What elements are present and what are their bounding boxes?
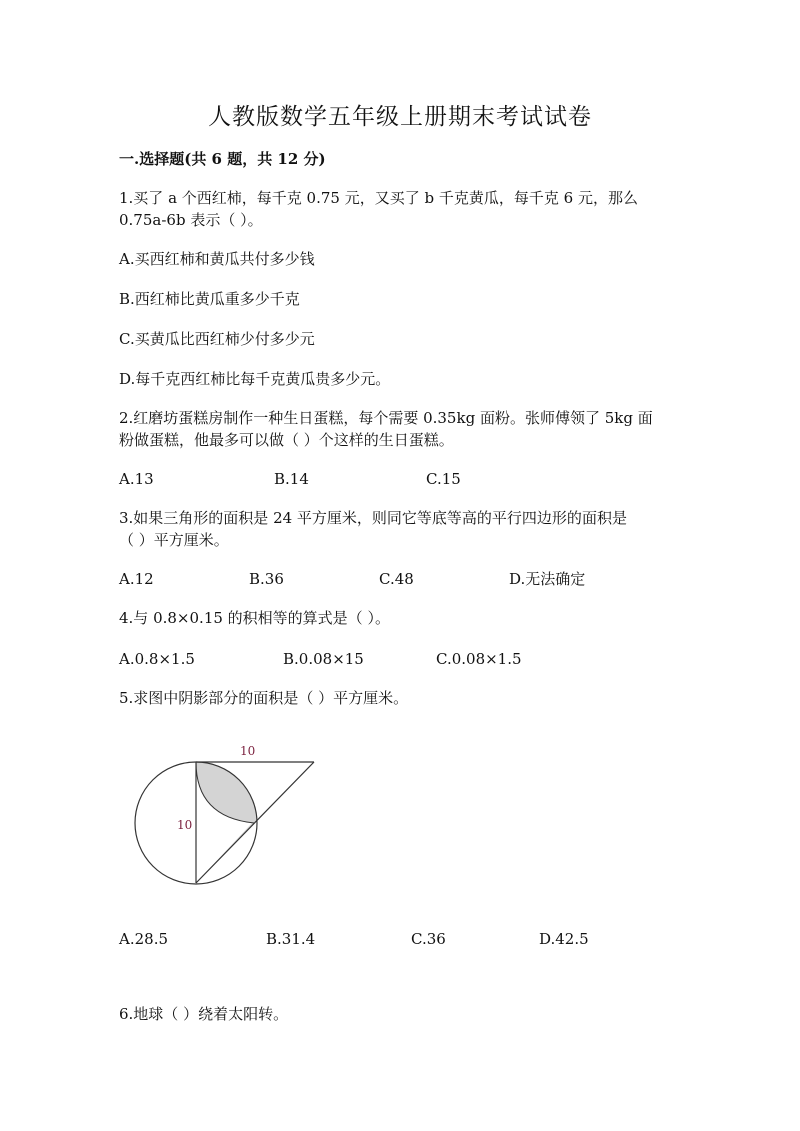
question-3-option-d: D.无法确定: [509, 570, 586, 588]
question-2-line-1: 2.红磨坊蛋糕房制作一种生日蛋糕，每个需要 0.35kg 面粉。张师傅领了 5kg 面: [119, 409, 653, 427]
question-4-option-c: C.0.08×1.5: [436, 650, 522, 668]
question-2-option-c: C.15: [426, 470, 461, 488]
question-3-line-2: （ ）平方厘米。: [119, 531, 229, 549]
figure-label-top: 10: [240, 744, 256, 758]
question-5-option-a: A.28.5: [119, 930, 168, 948]
question-3-option-b: B.36: [249, 570, 284, 588]
question-2-option-a: A.13: [119, 470, 154, 488]
question-1-line-1: 1.买了 a 个西红柿，每千克 0.75 元，又买了 b 千克黄瓜，每千克 6 元，那么: [119, 189, 638, 207]
section-heading: 一.选择题(共 6 题，共 12 分): [119, 150, 326, 168]
question-5-figure: [120, 735, 340, 895]
question-5-line-1: 5.求图中阴影部分的面积是（ ）平方厘米。: [119, 689, 409, 707]
question-1-option-c: C.买黄瓜比西红柿少付多少元: [119, 330, 315, 348]
question-5-option-d: D.42.5: [539, 930, 589, 948]
page-title: 人教版数学五年级上册期末考试试卷: [208, 104, 592, 130]
question-3-option-a: A.12: [119, 570, 154, 588]
question-5-option-c: C.36: [411, 930, 446, 948]
question-1-option-d: D.每千克西红柿比每千克黄瓜贵多少元。: [119, 370, 391, 388]
question-1-line-2: 0.75a-6b 表示（ ）。: [119, 211, 263, 229]
question-1-option-b: B.西红柿比黄瓜重多少千克: [119, 290, 300, 308]
question-1-option-a: A.买西红柿和黄瓜共付多少钱: [119, 250, 315, 268]
question-2-option-b: B.14: [274, 470, 309, 488]
question-4-option-b: B.0.08×15: [283, 650, 364, 668]
question-4-option-a: A.0.8×1.5: [119, 650, 195, 668]
question-5-option-b: B.31.4: [266, 930, 316, 948]
question-2-line-2: 粉做蛋糕，他最多可以做（ ）个这样的生日蛋糕。: [119, 431, 454, 449]
question-3-line-1: 3.如果三角形的面积是 24 平方厘米，则同它等底等高的平行四边形的面积是: [119, 509, 627, 527]
question-3-option-c: C.48: [379, 570, 414, 588]
question-4-line-1: 4.与 0.8×0.15 的积相等的算式是（ ）。: [119, 609, 390, 627]
figure-label-left: 10: [177, 818, 193, 832]
question-6-line-1: 6.地球（ ）绕着太阳转。: [119, 1005, 289, 1023]
